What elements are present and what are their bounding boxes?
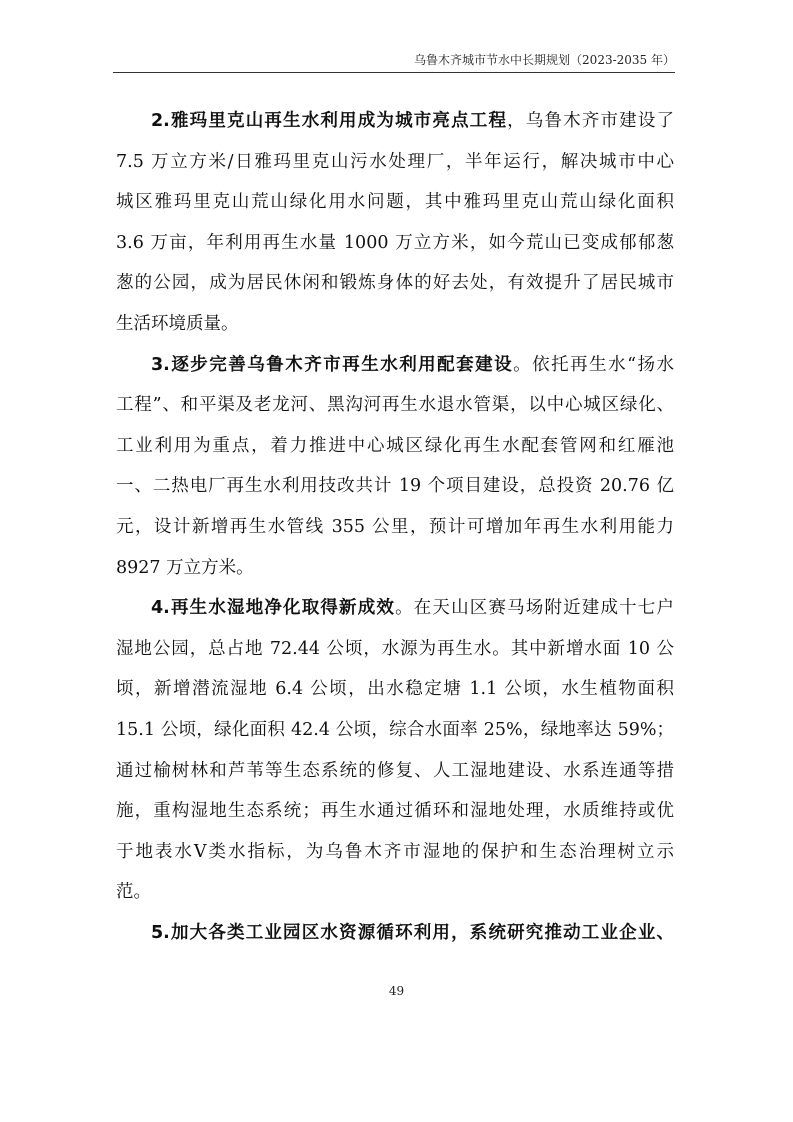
paragraph-3-line-3: 工业利用为重点，着力推进中心城区绿化再生水配套管网和红雁池 bbox=[116, 435, 674, 456]
paragraph-4-line-1 bbox=[116, 588, 674, 629]
text-run: ，乌鲁木齐市建设了 bbox=[507, 111, 674, 131]
paragraph-4-line-7: 于地表水Ⅴ类水指标，为乌鲁木齐市湿地的保护和生态治理树立示 bbox=[116, 841, 674, 862]
paragraph-3-line-5: 元，设计新增再生水管线 355 公里，预计可增加年再生水利用能力 bbox=[116, 516, 674, 537]
paragraph-4-line-2: 湿地公园，总占地 72.44 公顷，水源为再生水。其中新增水面 10 公 bbox=[116, 638, 674, 659]
paragraph-3-line-1 bbox=[116, 345, 674, 386]
paragraph-4-line-6: 施，重构湿地生态系统；再生水通过循环和湿地处理，水质维持或优 bbox=[116, 801, 674, 822]
paragraph-2-line-2: 7.5 万立方米/日雅玛里克山污水处理厂，半年运行，解决城市中心 bbox=[116, 151, 674, 172]
paragraph-3-line-6: 8927 万立方米。 bbox=[116, 557, 254, 578]
text-run: 。在天山区赛马场附近建成十七户 bbox=[395, 598, 674, 619]
paragraph-2-line-1 bbox=[116, 101, 674, 142]
paragraph-3-heading: 3.逐步完善乌鲁木齐市再生水利用配套建设 bbox=[151, 354, 514, 375]
paragraph-4-line-4: 15.1 公顷，绿化面积 42.4 公顷，综合水面率 25%，绿地率达 59%； bbox=[116, 719, 674, 740]
paragraph-4-line-5: 通过榆树林和芦苇等生态系统的修复、人工湿地建设、水系连通等措 bbox=[116, 760, 674, 781]
paragraph-2-line-3: 城区雅玛里克山荒山绿化用水问题，其中雅玛里克山荒山绿化面积 bbox=[116, 192, 674, 213]
paragraph-4-line-3: 顷，新增潜流湿地 6.4 公顷，出水稳定塘 1.1 公顷，水生植物面积 bbox=[116, 679, 674, 700]
page-number: 49 bbox=[388, 984, 405, 998]
header-rule bbox=[113, 72, 675, 73]
paragraph-2-heading: 2.雅玛里克山再生水利用成为城市亮点工程 bbox=[151, 111, 508, 131]
paragraph-4-line-8: 范。 bbox=[116, 882, 151, 903]
paragraph-2-line-6: 生活环境质量。 bbox=[116, 313, 239, 334]
paragraph-5-line-1 bbox=[116, 913, 674, 954]
paragraph-3-line-2: 工程”、和平渠及老龙河、黑沟河再生水退水管渠，以中心城区绿化、 bbox=[116, 395, 674, 416]
text-run: 。依托再生水“扬水 bbox=[513, 354, 674, 375]
paragraph-5-heading: 5.加大各类工业园区水资源循环利用，系统研究推动工业企业、 bbox=[151, 922, 674, 943]
paragraph-4-heading: 4.再生水湿地净化取得新成效 bbox=[151, 598, 396, 619]
paragraph-2-line-4: 3.6 万亩，年利用再生水量 1000 万立方米，如今荒山已变成郁郁葱 bbox=[116, 232, 674, 253]
paragraph-2-line-5: 葱的公园，成为居民休闲和锻炼身体的好去处，有效提升了居民城市 bbox=[116, 273, 674, 294]
paragraph-3-line-4: 一、二热电厂再生水利用技改共计 19 个项目建设，总投资 20.76 亿 bbox=[116, 476, 674, 497]
running-header: 乌鲁木齐城市节水中长期规划（2023-2035 年） bbox=[414, 53, 675, 67]
document-body bbox=[116, 101, 674, 953]
